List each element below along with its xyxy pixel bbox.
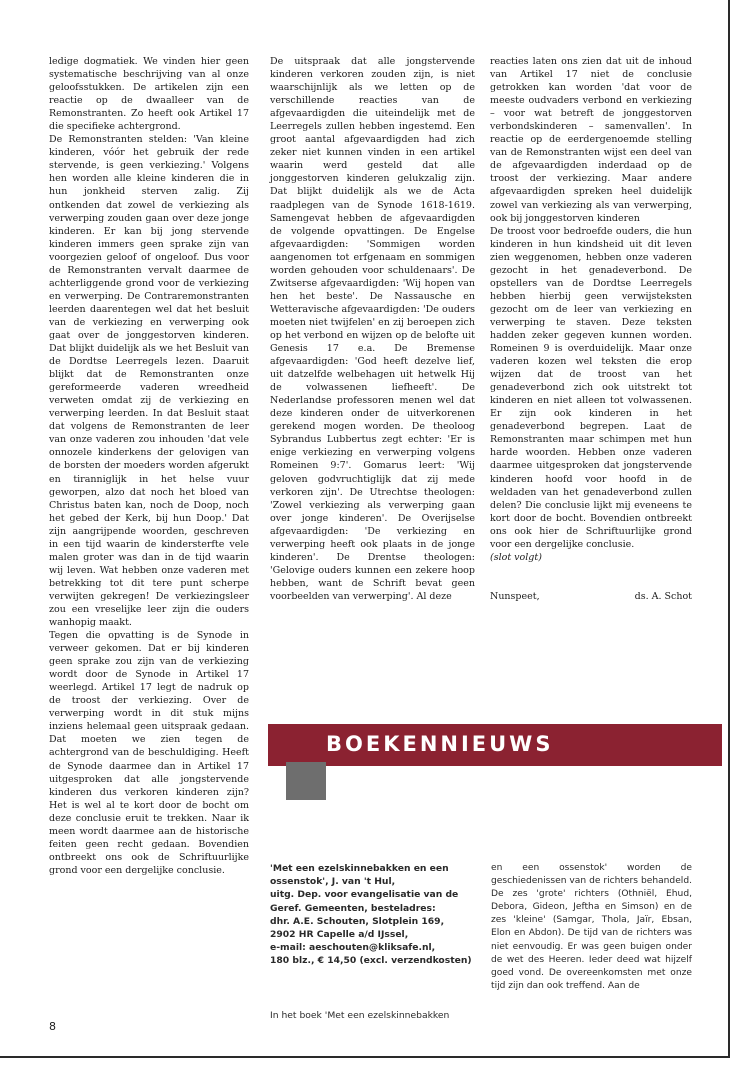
book-detail-line: 'Met een ezelskinnebakken en een bbox=[270, 863, 449, 874]
section-title: BOEKENNIEUWS bbox=[326, 732, 554, 756]
article-column-2 bbox=[270, 55, 475, 603]
article-paragraph: De uitspraak dat alle jongstervende kinderen verkoren zouden zijn, is niet waarschijnlijk als we letten op de verschillende reacties van de afgevaardigden die uiteindelijk met de Leerregels zullen hebben ingestemd. Een groot aantal afgevaardigden had zich zeker niet kunnen vinden in een artikel waarin werd gesteld dat alle jonggestorven kinderen gelukzalig zijn. Dat blijkt duidelijk als we de Acta raadplegen van de Synode 1618-1619. Samengevat hebben de afgevaardigden de volgende opvattingen. De Engelse afgevaardigden: 'Sommigen worden aangenomen tot erfgenaam en sommigen worden gehouden voor schuldenaars'. De Zwitserse afgevaardigden: 'Wij hopen van hen het beste'. De Nassausche en Wetteravische afgevaardigden: 'De ouders moeten niet twijfelen' en zij beroepen zich op het verbond en wijzen op de belofte uit Genesis 17 e.a. De Bremense afgevaardigden: 'God heeft dezelve lief, uit datzelfde welbehagen uit hetwelk Hij de volwassenen liefheeft'. De Nederlandse professoren menen wel dat deze kinderen onder de uitverkorenen gerekend mogen worden. De theoloog Sybrandus Lubbertus zegt echter: 'Er is enige verkiezing en verwerping volgens Romeinen 9:7'. Gomarus leert: 'Wij geloven godvruchtiglijk dat zij mede verkoren zijn'. De Utrechtse theologen: 'Zowel verkiezing als verwerping gaan over jonge kinderen'. De Overijselse afgevaardigden: 'De verkiezing en verwerping heeft ook plaats in de jonge kinderen'. De Drentse theologen: 'Gelovige ouders kunnen een zekere hoop hebben, want de Schrift bevat geen voorbeelden van verwerping'. Al deze bbox=[270, 56, 475, 602]
article-paragraph: De Remonstranten stelden: 'Van kleine kinderen, vóór het gebruik der rede stervende, is geen verkiezing.' Volgens hen worden alle kleine kinderen die in hun jonkheid sterven zalig. Zij ontkenden dat zowel de verkiezing als verwerping zouden gaan over deze jonge kinderen. Er kan bij jong stervende kinderen immers geen sprake zijn van voorgezien geloof of ongeloof. Dus voor de Remonstranten vervalt daarmee de achterliggende grond voor de verkiezing en verwerping. De Contraremonstranten leerden daarentegen wel dat het besluit van de verkiezing en verwerping ook gaat over de jonggestorven kinderen. Dat blijkt duidelijk als we het Besluit van de Dordtse Leerregels lezen. Daaruit blijkt dat de Remonstranten onze gereformeerde vaderen wreedheid verweten omdat zij de verkiezing en verwerping leerden. In dat Besluit staat dat volgens de Remonstranten de leer van onze vaderen zou inhouden 'dat vele onnozele kinderkens der gelovigen van de borsten der moeders worden afgerukt en tiranniglijk in het helse vuur geworpen, alzo dat noch het bloed van Christus baten kan, noch de Doop, noch het gebed der Kerk, bij hun Doop.' Dat zijn aangrijpende woorden, geschreven in een tijd waarin de kindersterfte vele malen groter was dan in de tijd waarin wij leven. Wat hebben onze vaderen met betrekking tot dit tere punt scherpe verwijten gekregen! De verkiezingsleer zou een vreselijke leer zijn die ouders wanhopig maakt. bbox=[49, 134, 249, 629]
book-review-text: en een ossenstok' worden de geschiedenissen van de richters behandeld. De zes 'grote' richters (Othniël, Ehud, Debora, Gideon, Jeftha en Simson) en de zes 'kleine' (Samgar, Thola, Jaïr, Ebsan, Elon en Abdon). De tijd van de richters was niet eenvoudig. Er was geen buigen onder de wet des Heeren. Ieder deed wat hijzelf goed vond. De overeenkomsten met onze tijd zijn dan ook treffend. Aan de bbox=[491, 863, 692, 991]
page-number: 8 bbox=[49, 1020, 56, 1033]
article-paragraph: ledige dogmatiek. We vinden hier geen systematische beschrijving van al onze geloofsstukken. De artikelen zijn een reactie op de dwaalleer van de Remonstranten. Zo heeft ook Artikel 17 die specifieke achtergrond. bbox=[49, 56, 249, 133]
book-detail-line: Geref. Gemeenten, besteladres: bbox=[270, 902, 436, 914]
page-border-bottom bbox=[0, 1056, 730, 1058]
article-paragraph: Tegen die opvatting is de Synode in verweer gekomen. Dat er bij kinderen geen sprake zou zijn van de verkiezing wordt door de Synode in Artikel 17 weerlegd. Artikel 17 legt de nadruk op de troost der verkiezing. Over de verwerping wordt in dit stuk mijns inziens helemaal geen uitspraak gedaan. Dat moeten we zien tegen de achtergrond van de beschuldiging. Heeft de Synode daarmee dan in Artikel 17 uitgesproken dat alle jongstervende kinderen dus verkoren kinderen zijn? Het is wel al te kort door de bocht om deze conclusie eruit te trekken. Naar ik meen wordt daarmee aan de historische feiten geen recht gedaan. Bovendien ontbreekt ons ook de Schriftuurlijke grond voor een dergelijke conclusie. bbox=[49, 630, 249, 876]
book-review-intro: In het boek 'Met een ezelskinnebakken bbox=[270, 1010, 450, 1021]
book-detail-email[interactable]: e-mail: aeschouten@kliksafe.nl, bbox=[270, 942, 436, 954]
book-detail-line: dhr. A.E. Schouten, Slotplein 169, bbox=[270, 915, 445, 927]
boekennieuws-banner bbox=[268, 724, 722, 766]
banner-accent-square bbox=[286, 762, 326, 800]
continuation-note: (slot volgt) bbox=[490, 551, 542, 563]
article-column-1 bbox=[49, 55, 249, 877]
signature-author: ds. A. Schot bbox=[634, 590, 692, 602]
book-details bbox=[270, 862, 476, 968]
book-detail-line: ossenstok', J. van 't Hul, bbox=[270, 876, 396, 888]
article-signature bbox=[490, 590, 692, 603]
article-paragraph: De troost voor bedroefde ouders, die hun kinderen in hun kindsheid uit dit leven zien weggenomen, hebben onze vaderen gezocht in het genadeverbond. De opstellers van de Dordtse Leerregels hebben hierbij geen verwijsteksten gezocht om de leer van verkiezing en verwerping te staven. Deze teksten hadden zeker gegeven kunnen worden. Romeinen 9 is overduidelijk. Maar onze vaderen kozen wel teksten die erop wijzen dat de troost van het genadeverbond zich ook uitstrekt tot kinderen en niet alleen tot volwassenen. Er zijn ook kinderen in het genadeverbond begrepen. Laat de Remonstranten maar schimpen met hun harde woorden. Hebben onze vaderen daarmee uitgesproken dat jongstervende kinderen hoofd voor hoofd in de weldaden van het genadeverbond zullen delen? Die conclusie lijkt mij eveneens te kort door de bocht. Bovendien ontbreekt ons ook hier de Schriftuurlijke grond voor een dergelijke conclusie. bbox=[490, 225, 692, 550]
signature-place: Nunspeet, bbox=[490, 590, 540, 602]
article-column-3 bbox=[490, 55, 692, 603]
article-paragraph: reacties laten ons zien dat uit de inhoud van Artikel 17 niet de conclusie getrokken kan worden 'dat voor de meeste oudvaders verbond en verkiezing – voor wat betreft de jonggestorven verbondskinderen – samenvallen'. In reactie op de eerdergenoemde stelling van de Remonstranten wijst een deel van de afgevaardigden inderdaad op de troost der verkiezing. Maar andere afgevaardigden spreken heel duidelijk zowel van verkiezing als van verwerping, ook bij jonggestorven kinderen bbox=[490, 56, 692, 224]
page-border-right bbox=[728, 0, 730, 1058]
book-detail-line: 2902 HR Capelle a/d IJssel, bbox=[270, 929, 409, 941]
book-detail-line: uitg. Dep. voor evangelisatie van de bbox=[270, 889, 459, 901]
book-detail-line: 180 blz., € 14,50 (excl. verzendkosten) bbox=[270, 955, 472, 967]
